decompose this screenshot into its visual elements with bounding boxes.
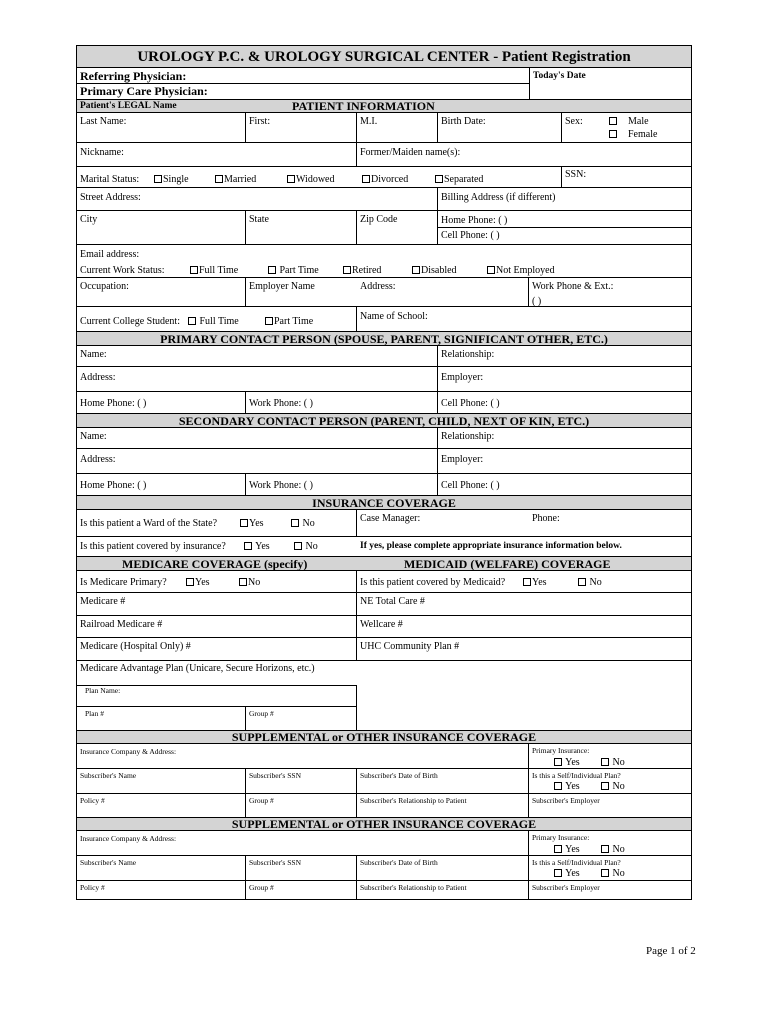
disabled-checkbox[interactable] [412, 266, 420, 274]
female-label: Female [628, 129, 658, 140]
primary-contact-heading: PRIMARY CONTACT PERSON (SPOUSE, PARENT, SIGNIFICANT OTHER, ETC.) [160, 332, 608, 346]
sex-label: Sex: [565, 116, 583, 127]
rule [245, 855, 246, 900]
rule [77, 187, 691, 188]
first-name-label: First: [249, 116, 271, 127]
married-option[interactable] [215, 174, 256, 185]
separated-checkbox[interactable] [435, 175, 443, 183]
rule [528, 277, 529, 306]
single-option[interactable] [154, 174, 189, 185]
rule [77, 142, 691, 143]
supp2-self-yes-checkbox[interactable] [554, 869, 562, 877]
rule [77, 768, 691, 769]
rule [77, 306, 691, 307]
medicare-no-checkbox[interactable] [239, 578, 247, 586]
rule [77, 244, 691, 245]
rule [77, 880, 691, 881]
legal-name-label: Patient's LEGAL Name [80, 101, 177, 111]
supp2-group: Group # [249, 883, 274, 892]
full-time-label: Full Time [199, 265, 239, 276]
cell-phone-label: Cell Phone: ( ) [441, 230, 500, 241]
covered-no-option[interactable] [294, 541, 318, 552]
covered-no-checkbox[interactable] [294, 542, 302, 550]
female-option[interactable] [609, 129, 657, 140]
part-time-label: Part Time [279, 265, 319, 276]
rule [77, 391, 691, 392]
supp2-self-yes-option[interactable] [554, 868, 580, 879]
medicaid-no-label: No [589, 577, 602, 588]
uhc-label: UHC Community Plan # [360, 641, 460, 652]
rule [77, 637, 691, 638]
ssn-label: SSN: [565, 169, 587, 180]
supp2-employer: Subscriber's Employer [532, 883, 600, 892]
supp1-group: Group # [249, 796, 274, 805]
rule [77, 855, 691, 856]
separated-option[interactable] [435, 174, 483, 185]
rule [356, 142, 357, 166]
supp2-primary-no-label: No [612, 844, 625, 855]
former-name-label: Former/Maiden name(s): [360, 147, 461, 158]
work-phone-ext-label: Work Phone & Ext.: [532, 281, 614, 292]
referring-physician-label: Referring Physician: [80, 69, 187, 83]
primary-work-phone: Work Phone: ( ) [249, 398, 313, 409]
medicare-number-label: Medicare # [80, 596, 126, 607]
married-label: Married [224, 174, 257, 185]
supp2-subscriber-dob: Subscriber's Date of Birth [360, 858, 438, 867]
zip-label: Zip Code [360, 214, 398, 225]
divorced-label: Divorced [371, 174, 409, 185]
supp2-self-no-checkbox[interactable] [601, 869, 609, 877]
disabled-option[interactable] [412, 265, 457, 276]
rule [245, 473, 246, 495]
supp2-policy: Policy # [80, 883, 105, 892]
separated-label: Separated [444, 174, 484, 185]
not-employed-label: Not Employed [496, 265, 555, 276]
rule [77, 793, 691, 794]
supp2-company-label: Insurance Company & Address: [80, 834, 177, 843]
divorced-option[interactable] [362, 174, 408, 185]
birth-date-label: Birth Date: [441, 116, 486, 127]
supp1-self-yes-option[interactable] [554, 781, 580, 792]
medicare-primary-question: Is Medicare Primary? [80, 577, 167, 588]
supp1-primary-yes-label: Yes [565, 757, 580, 768]
covered-question: Is this patient covered by insurance? [80, 541, 226, 552]
insurance-heading: INSURANCE COVERAGE [312, 496, 456, 510]
rule [245, 706, 246, 730]
medicaid-no-option[interactable] [578, 577, 602, 588]
registration-form [76, 45, 692, 900]
rule [356, 306, 357, 331]
railroad-medicare-label: Railroad Medicare # [80, 619, 163, 630]
secondary-work-phone: Work Phone: ( ) [249, 480, 313, 491]
ward-yes-checkbox[interactable] [240, 519, 248, 527]
widowed-checkbox[interactable] [287, 175, 295, 183]
female-checkbox[interactable] [609, 130, 617, 138]
supp1-primary-yes-option[interactable] [554, 757, 580, 768]
medicare-yes-label: Yes [195, 577, 210, 588]
supp1-self-yes-checkbox[interactable] [554, 782, 562, 790]
medicaid-no-checkbox[interactable] [578, 578, 586, 586]
supp1-primary-no-label: No [612, 757, 625, 768]
medicare-yes-option[interactable] [186, 577, 210, 588]
rule [561, 166, 562, 187]
ne-total-care-label: NE Total Care # [360, 596, 425, 607]
divorced-checkbox[interactable] [362, 175, 370, 183]
rule [77, 536, 691, 537]
disabled-label: Disabled [421, 265, 457, 276]
college-full-time-checkbox[interactable] [188, 317, 196, 325]
retired-label: Retired [352, 265, 382, 276]
rule [356, 768, 357, 817]
secondary-relationship-label: Relationship: [441, 431, 495, 442]
covered-yes-label: Yes [255, 541, 270, 552]
primary-name-label: Name: [80, 349, 107, 360]
college-part-time-checkbox[interactable] [265, 317, 273, 325]
work-phone-parens: ( ) [532, 296, 542, 307]
college-part-time-label: Part Time [274, 316, 314, 327]
rule [77, 448, 691, 449]
rule [528, 831, 529, 900]
college-full-time-label: Full Time [199, 316, 239, 327]
school-name-label: Name of School: [360, 311, 428, 322]
widowed-label: Widowed [296, 174, 335, 185]
male-option[interactable] [609, 116, 649, 127]
male-label: Male [628, 116, 649, 127]
medicaid-yes-checkbox[interactable] [523, 578, 531, 586]
rule [245, 768, 246, 817]
supp1-subscriber-ssn: Subscriber's SSN [249, 771, 301, 780]
rule [437, 113, 438, 142]
street-address-label: Street Address: [80, 192, 141, 203]
primary-cell-phone: Cell Phone: ( ) [441, 398, 500, 409]
supp2-primary-yes-label: Yes [565, 844, 580, 855]
rule [77, 615, 691, 616]
billing-address-label: Billing Address (if different) [441, 192, 556, 203]
rule [437, 187, 438, 244]
supp1-subscriber-name: Subscriber's Name [80, 771, 137, 780]
home-phone-label: Home Phone: ( ) [441, 215, 508, 226]
wellcare-label: Wellcare # [360, 619, 403, 630]
rule [245, 277, 246, 306]
occupation-address-label: Address: [360, 281, 396, 292]
supp1-self-no-checkbox[interactable] [601, 782, 609, 790]
rule [77, 660, 691, 661]
primary-address-label: Address: [80, 372, 116, 383]
rule [77, 366, 691, 367]
male-checkbox[interactable] [609, 117, 617, 125]
advantage-plan-label: Medicare Advantage Plan (Unicare, Secure Horizons, etc.) [80, 663, 315, 674]
rule [528, 744, 529, 817]
full-time-option[interactable] [190, 265, 238, 276]
secondary-employer-label: Employer: [441, 454, 484, 465]
form-title: UROLOGY P.C. & UROLOGY SURGICAL CENTER - Patient Registration [137, 49, 631, 65]
medicaid-heading: MEDICAID (WELFARE) COVERAGE [404, 557, 611, 571]
covered-yes-option[interactable] [244, 541, 270, 552]
medicare-no-label: No [248, 577, 261, 588]
retired-checkbox[interactable] [343, 266, 351, 274]
rule [437, 428, 438, 495]
college-part-time-option[interactable] [265, 316, 313, 327]
medicaid-yes-option[interactable] [523, 577, 547, 588]
case-manager-label: Case Manager: [360, 513, 421, 524]
supp2-primary-yes-option[interactable] [554, 844, 580, 855]
primary-relationship-label: Relationship: [441, 349, 495, 360]
rule [77, 277, 691, 278]
rule [356, 210, 357, 244]
primary-home-phone: Home Phone: ( ) [80, 398, 147, 409]
full-time-checkbox[interactable] [190, 266, 198, 274]
secondary-cell-phone: Cell Phone: ( ) [441, 480, 500, 491]
rule [245, 113, 246, 142]
medicaid-question: Is this patient covered by Medicaid? [360, 577, 506, 588]
rule [77, 706, 356, 707]
supp1-primary-no-option[interactable] [601, 757, 625, 768]
occupation-label: Occupation: [80, 281, 129, 292]
medicaid-yes-label: Yes [532, 577, 547, 588]
college-full-time-option[interactable] [188, 316, 239, 327]
supp2-subscriber-name: Subscriber's Name [80, 858, 137, 867]
ward-no-option[interactable] [291, 518, 315, 529]
supp1-policy: Policy # [80, 796, 105, 805]
supp2-self-no-option[interactable] [601, 868, 625, 879]
ward-yes-label: Yes [249, 518, 264, 529]
supp1-self-no-option[interactable] [601, 781, 625, 792]
not-employed-checkbox[interactable] [487, 266, 495, 274]
plan-number-label: Plan # [85, 709, 104, 718]
if-yes-instruction: If yes, please complete appropriate insurance information below. [360, 541, 622, 551]
work-status-label: Current Work Status: [80, 265, 165, 276]
rule [77, 473, 691, 474]
ward-yes-option[interactable] [240, 518, 264, 529]
email-label: Email address: [80, 249, 140, 260]
supp1-company-label: Insurance Company & Address: [80, 747, 177, 756]
patient-info-heading: PATIENT INFORMATION [292, 99, 435, 113]
state-label: State [249, 214, 269, 225]
retired-option[interactable] [343, 265, 381, 276]
ward-no-label: No [302, 518, 315, 529]
rule [356, 855, 357, 900]
widowed-option[interactable] [287, 174, 334, 185]
supp2-self-no-label: No [612, 868, 625, 879]
supp2-primary-label: Primary Insurance: [532, 833, 590, 842]
supp1-primary-no-checkbox[interactable] [601, 758, 609, 766]
secondary-home-phone: Home Phone: ( ) [80, 480, 147, 491]
covered-yes-checkbox[interactable] [244, 542, 252, 550]
medicare-group-label: Group # [249, 709, 274, 718]
supp2-primary-no-option[interactable] [601, 844, 625, 855]
supp1-primary-label: Primary Insurance: [532, 746, 590, 755]
employer-name-label: Employer Name [249, 281, 315, 292]
supp1-primary-yes-checkbox[interactable] [554, 758, 562, 766]
rule [561, 113, 562, 142]
supp1-self-plan: Is this a Self/Individual Plan? [532, 771, 621, 780]
rule [77, 166, 691, 167]
supp2-subscriber-ssn: Subscriber's SSN [249, 858, 301, 867]
rule [356, 685, 357, 730]
secondary-name-label: Name: [80, 431, 107, 442]
single-label: Single [163, 174, 189, 185]
college-student-label: Current College Student: [80, 316, 180, 327]
rule [356, 113, 357, 142]
rule [77, 592, 691, 593]
primary-care-physician-label: Primary Care Physician: [80, 84, 208, 98]
rule [77, 210, 691, 211]
supp1-self-no-label: No [612, 781, 625, 792]
supp1-employer: Subscriber's Employer [532, 796, 600, 805]
supp1-self-yes-label: Yes [565, 781, 580, 792]
part-time-checkbox[interactable] [268, 266, 276, 274]
marital-status-label: Marital Status: [80, 174, 140, 185]
rule [356, 571, 357, 660]
rule [437, 227, 691, 228]
not-employed-option[interactable] [487, 265, 555, 276]
covered-no-label: No [305, 541, 318, 552]
rule [356, 510, 357, 536]
medicare-no-option[interactable] [239, 577, 260, 588]
page-number: Page 1 of 2 [646, 945, 696, 957]
last-name-label: Last Name: [80, 116, 127, 127]
primary-employer-label: Employer: [441, 372, 484, 383]
secondary-address-label: Address: [80, 454, 116, 465]
rule [437, 346, 438, 413]
rule [529, 68, 530, 99]
supp2-self-yes-label: Yes [565, 868, 580, 879]
plan-name-label: Plan Name: [85, 686, 121, 695]
rule [245, 210, 246, 244]
mi-label: M.I. [360, 116, 378, 127]
city-label: City [80, 214, 98, 225]
nickname-label: Nickname: [80, 147, 124, 158]
supp2-primary-no-checkbox[interactable] [601, 845, 609, 853]
supplemental-heading-2: SUPPLEMENTAL or OTHER INSURANCE COVERAGE [231, 817, 537, 831]
supp1-relationship: Subscriber's Relationship to Patient [360, 796, 467, 805]
todays-date-label: Today's Date [533, 71, 586, 81]
supp2-self-plan: Is this a Self/Individual Plan? [532, 858, 621, 867]
rule [245, 391, 246, 413]
ward-no-checkbox[interactable] [291, 519, 299, 527]
supp2-relationship: Subscriber's Relationship to Patient [360, 883, 467, 892]
supplemental-heading-1: SUPPLEMENTAL or OTHER INSURANCE COVERAGE [231, 730, 537, 744]
medicare-heading: MEDICARE COVERAGE (specify) [122, 557, 308, 571]
supp1-subscriber-dob: Subscriber's Date of Birth [360, 771, 438, 780]
case-phone-label: Phone: [532, 513, 560, 524]
supp2-primary-yes-checkbox[interactable] [554, 845, 562, 853]
single-checkbox[interactable] [154, 175, 162, 183]
secondary-contact-heading: SECONDARY CONTACT PERSON (PARENT, CHILD, NEXT OF KIN, ETC.) [178, 414, 590, 428]
part-time-option[interactable] [268, 265, 319, 276]
married-checkbox[interactable] [215, 175, 223, 183]
medicare-yes-checkbox[interactable] [186, 578, 194, 586]
ward-question: Is this patient a Ward of the State? [80, 518, 218, 529]
hospital-only-label: Medicare (Hospital Only) # [80, 641, 191, 652]
